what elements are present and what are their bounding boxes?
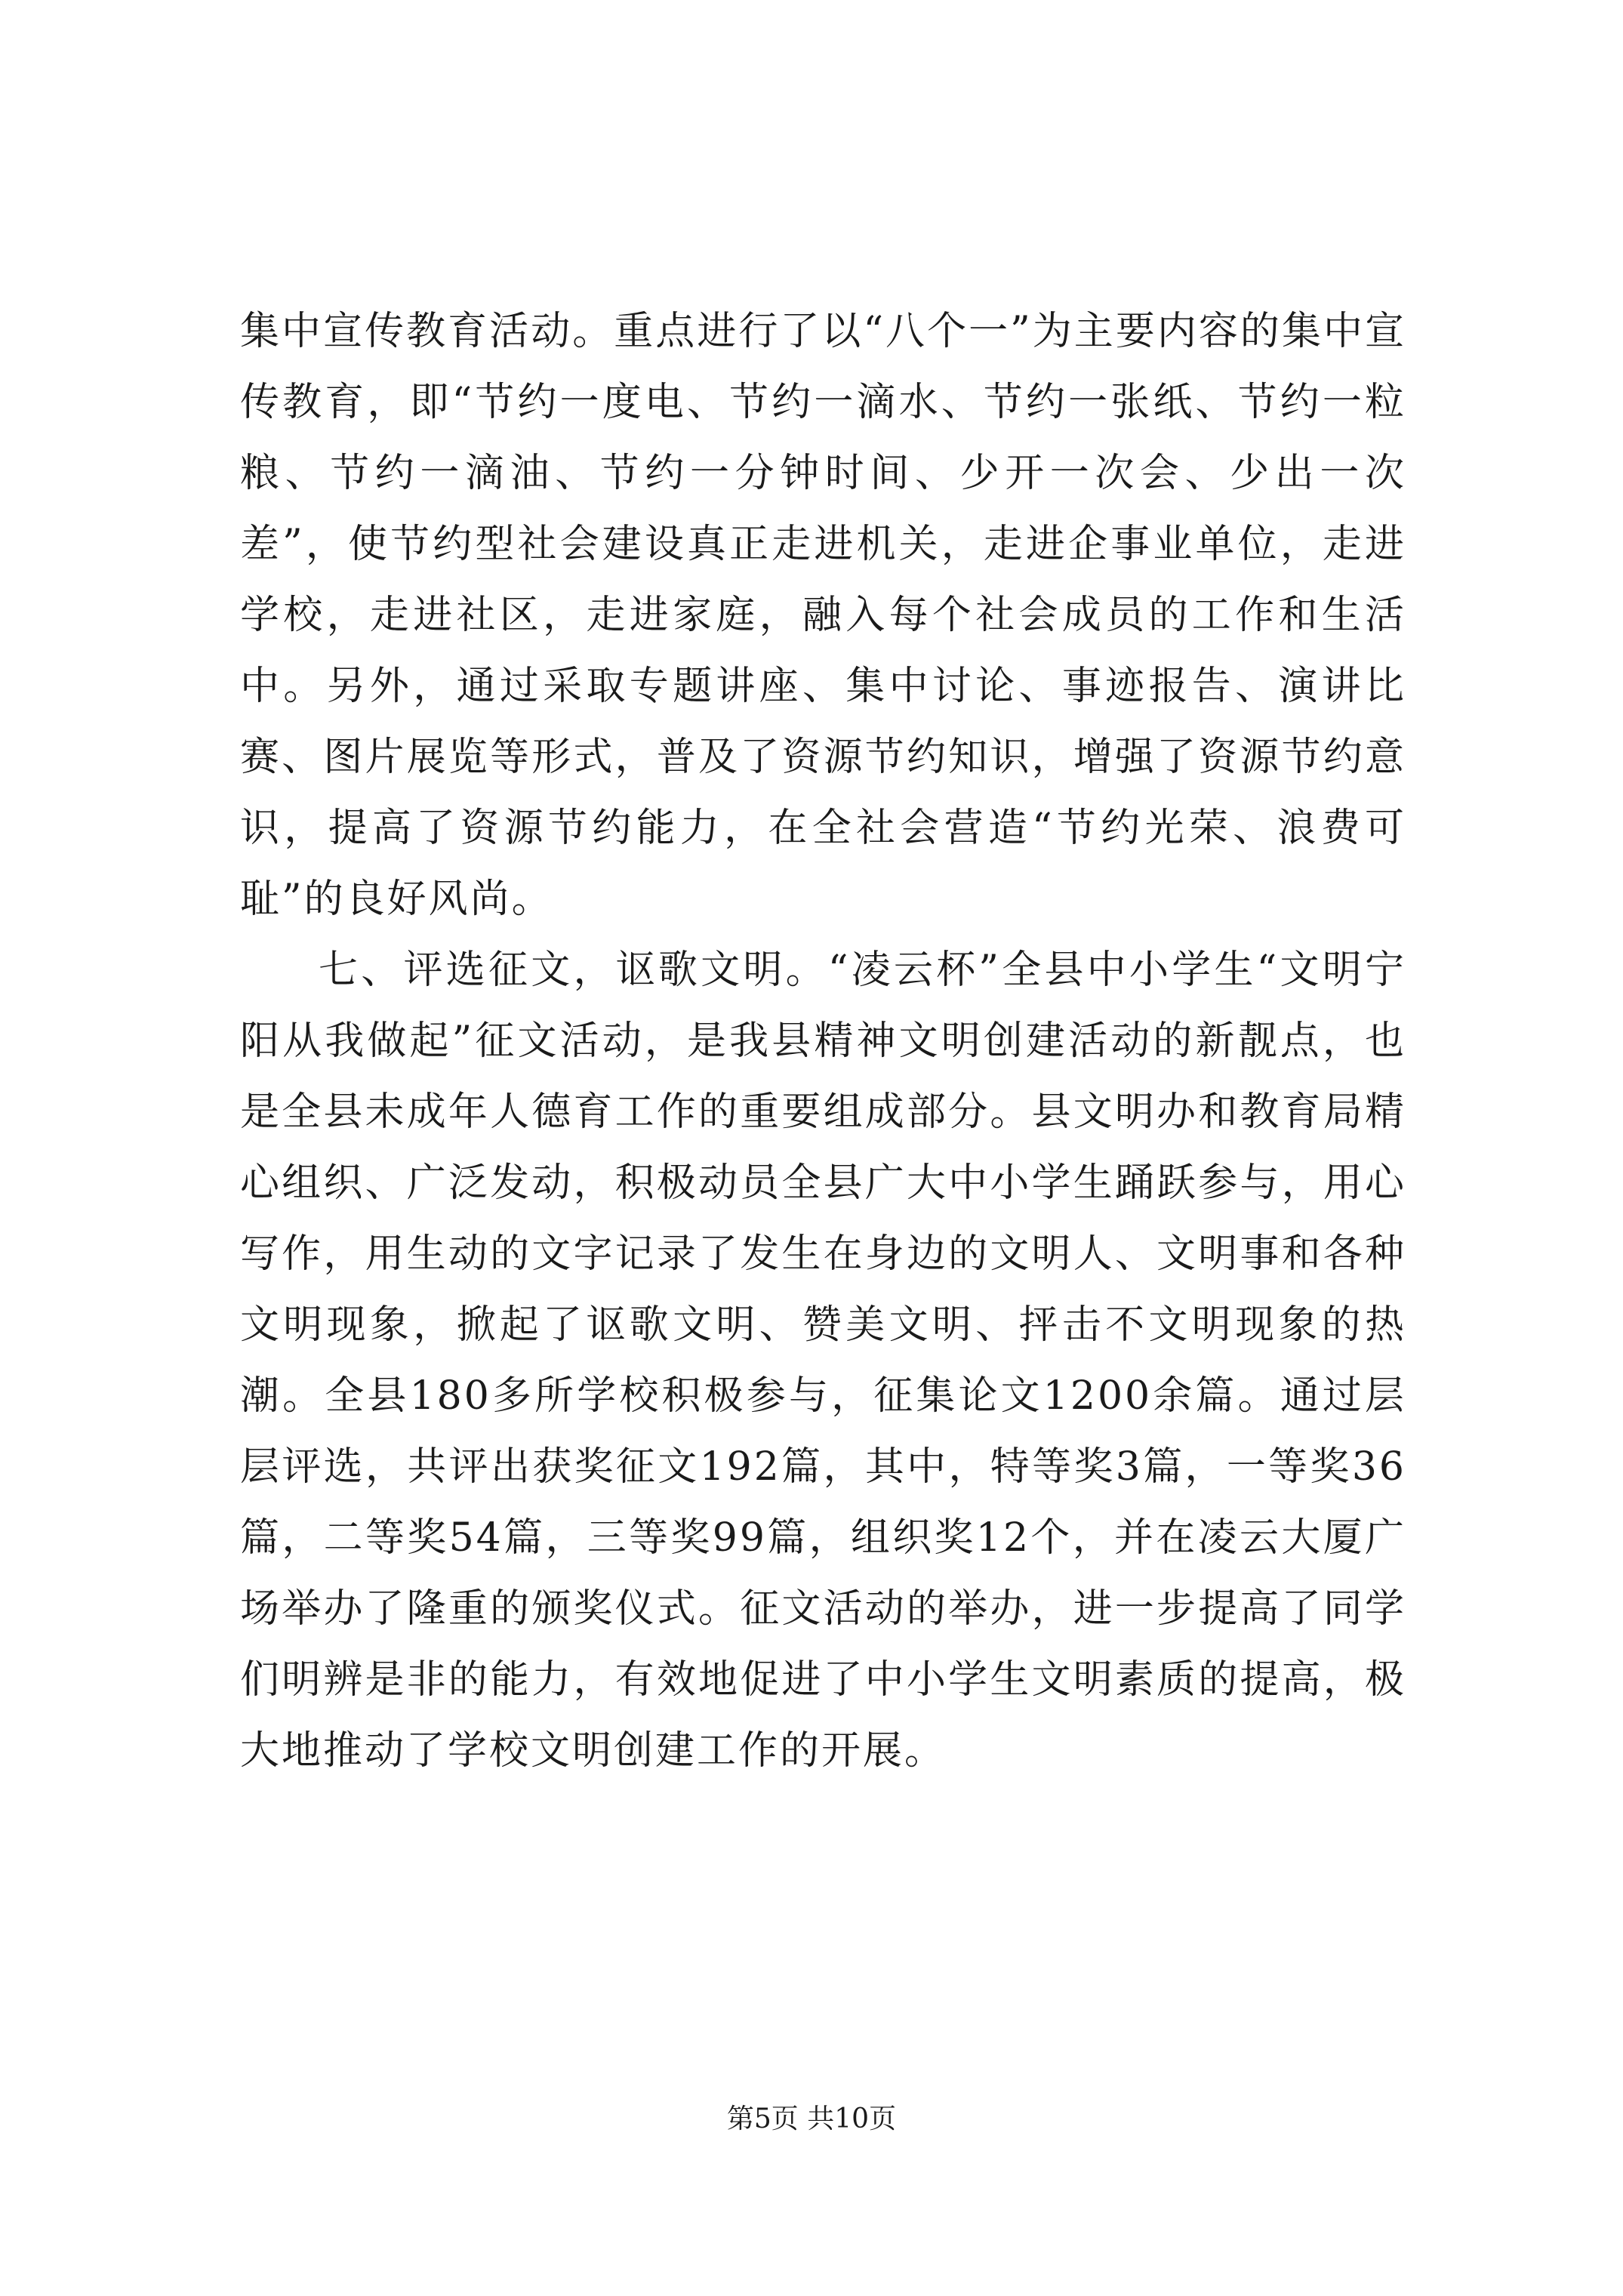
document-body (240, 296, 1406, 1786)
page-number-footer: 第5页 共10页 (726, 2103, 897, 2134)
paragraph-section-seven: 七、评选征文，讴歌文明。“凌云杯”全县中小学生“文明宁阳从我做起”征文活动，是我县精神文明创建活动的新靓点，也是全县未成年人德育工作的重要组成部分。县文明办和教育局精心组织、广泛发动，积极动员全县广大中小学生踊跃参与，用心写作，用生动的文字记录了发生在身边的文明人、文明事和各种文明现象，掀起了讴歌文明、赞美文明、抨击不文明现象的热潮。全县180多所学校积极参与，征集论文1200余篇。通过层层评选，共评出获奖征文192篇，其中，特等奖3篇，一等奖36篇，二等奖54篇，三等奖99篇，组织奖12个，并在凌云大厦广场举办了隆重的颁奖仪式。征文活动的举办，进一步提高了同学们明辨是非的能力，有效地促进了中小学生文明素质的提高，极大地推动了学校文明创建工作的开展。 (240, 948, 1406, 1774)
paragraph-continued: 集中宣传教育活动。重点进行了以“八个一”为主要内容的集中宣传教育，即“节约一度电、节约一滴水、节约一张纸、节约一粒粮、节约一滴油、节约一分钟时间、少开一次会、少出一次差”，使节约型社会建设真正走进机关，走进企事业单位，走进学校，走进社区，走进家庭，融入每个社会成员的工作和生活中。另外，通过采取专题讲座、集中讨论、事迹报告、演讲比赛、图片展览等形式，普及了资源节约知识，增强了资源节约意识，提高了资源节约能力，在全社会营造“节约光荣、浪费可耻”的良好风尚。 (240, 309, 1406, 922)
